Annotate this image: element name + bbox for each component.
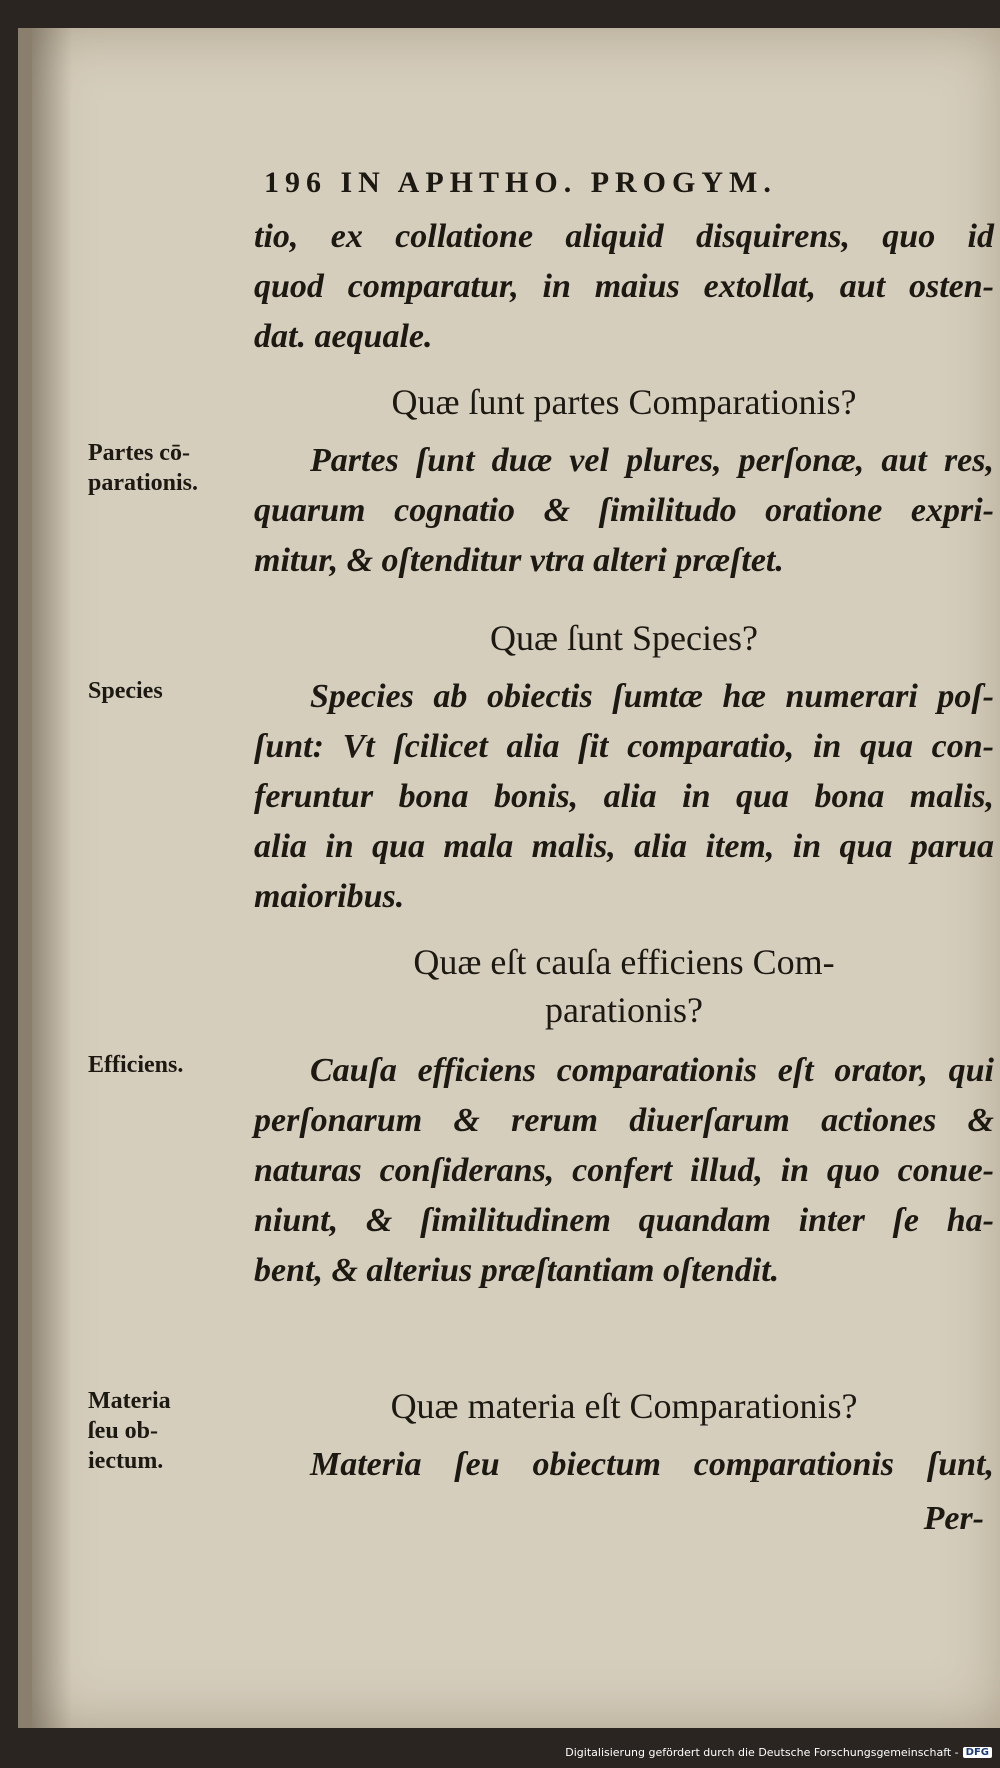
section-answer — [254, 1440, 994, 1490]
text-line: alia in qua mala malis, alia item, in qua parua — [254, 828, 994, 865]
catchword: Per- — [923, 1500, 984, 1537]
running-header: 196 IN APHTHO. PROGYM. — [264, 166, 777, 199]
text-line: Materia ſeu obiectum comparationis ſunt, — [310, 1446, 994, 1483]
text-line: ſunt: Vt ſcilicet alia ſit comparatio, in qua con- — [254, 728, 994, 765]
text-line: maioribus. — [254, 878, 405, 915]
text-line: feruntur bona bonis, alia in qua bona malis, — [254, 778, 994, 815]
text-line: quarum cognatio & ſimilitudo oratione expri- — [254, 492, 994, 529]
section-answer — [254, 436, 994, 586]
margin-note: Species — [88, 678, 163, 704]
text-line: quod comparatur, in maius extollat, aut osten- — [254, 268, 994, 305]
text-line: tio, ex collatione aliquid disquirens, quo id — [254, 218, 994, 255]
section-answer — [254, 1046, 994, 1296]
section-answer — [254, 672, 994, 922]
margin-note: Partes cō- parationis. — [88, 440, 199, 496]
credit-text: Digitalisierung gefördert durch die Deutsche Forschungsgemeinschaft - — [565, 1745, 959, 1759]
text-line: Partes ſunt duæ vel plures, perſonæ, aut res, — [310, 442, 994, 479]
text-line: Species ab obiectis ſumtæ hæ numerari poſ- — [310, 678, 994, 715]
section-heading: Quæ materia eſt Comparationis? — [390, 1386, 858, 1426]
section-heading: Quæ ſunt partes Comparationis? — [391, 382, 857, 422]
book-page — [18, 28, 1000, 1728]
text-line: bent, & alterius præſtantiam oſtendit. — [254, 1252, 780, 1289]
text-line: mitur, & oſtenditur vtra alteri præſtet. — [254, 542, 784, 579]
section-heading: Quæ ſunt Species? — [490, 618, 758, 658]
text-line: Cauſa efficiens comparationis eſt orator, qui — [310, 1052, 994, 1089]
margin-note: Materia ſeu ob- iectum. — [88, 1388, 171, 1474]
text-line: dat. aequale. — [254, 318, 433, 355]
text-line: naturas conſiderans, confert illud, in quo conue- — [254, 1152, 994, 1189]
intro-paragraph — [254, 212, 994, 362]
dfg-logo: DFG — [963, 1747, 992, 1758]
digitization-credit — [565, 1742, 992, 1762]
text-line: niunt, & ſimilitudinem quandam inter ſe ha- — [254, 1202, 994, 1239]
section-heading: Quæ eſt cauſa efficiens Com- parationis? — [413, 942, 835, 1030]
text-line: perſonarum & rerum diuerſarum actiones & — [254, 1102, 994, 1139]
margin-note: Efficiens. — [88, 1052, 184, 1078]
